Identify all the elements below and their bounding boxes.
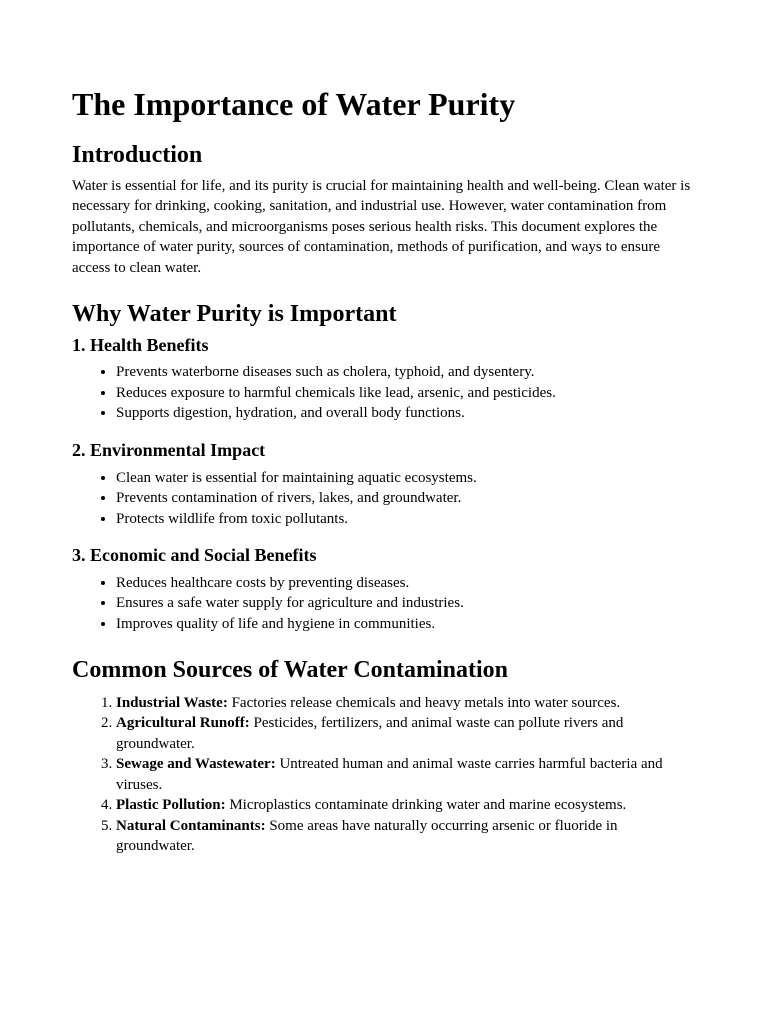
list-item <box>116 754 696 795</box>
list-item: • Prevents waterborne diseases such as cholera, typhoid, and dysentery. <box>116 362 696 383</box>
list-item <box>116 693 696 714</box>
list-item-term: Natural Contaminants: <box>116 817 266 834</box>
environmental-impact-list <box>72 468 696 530</box>
list-item-term: Industrial Waste: <box>116 694 228 711</box>
list-item <box>116 713 696 754</box>
list-item-text: Some areas have naturally occurring arsenic or fluoride in groundwater. <box>116 817 618 855</box>
introduction-paragraph: Water is essential for life, and its purity is crucial for maintaining health and well-being. Clean water is necessary for drinking, cooking, sanitation, and industrial use. However, water contamination from pollutants, chemicals, and microorganisms poses serious health risks. This document explores the importance of water purity, sources of contamination, methods of purification, and ways to ensure access to clean water. <box>72 177 691 276</box>
contamination-heading: Common Sources of Water Contamination <box>72 657 509 684</box>
economic-social-list <box>72 573 696 635</box>
list-item-term: Plastic Pollution: <box>116 797 226 814</box>
list-item: • Prevents contamination of rivers, lakes, and groundwater. <box>116 488 696 509</box>
health-benefits-heading: 1. Health Benefits <box>72 334 209 355</box>
contamination-list <box>72 693 696 857</box>
document-title: The Importance of Water Purity <box>72 86 516 122</box>
health-benefits-list <box>72 362 696 424</box>
list-item: • Reduces exposure to harmful chemicals like lead, arsenic, and pesticides. <box>116 383 696 404</box>
list-item: • Improves quality of life and hygiene in communities. <box>116 614 696 635</box>
list-item: • Clean water is essential for maintaining aquatic ecosystems. <box>116 468 696 489</box>
list-item-term: Agricultural Runoff: <box>116 715 250 732</box>
introduction-heading: Introduction <box>72 141 203 168</box>
list-item-text: Microplastics contaminate drinking water and marine ecosystems. <box>225 797 627 814</box>
list-item-text: Pesticides, fertilizers, and animal waste can pollute rivers and groundwater. <box>116 715 624 752</box>
list-item <box>116 795 696 816</box>
economic-social-heading: 3. Economic and Social Benefits <box>72 545 317 566</box>
list-item: • Reduces healthcare costs by preventing diseases. <box>116 573 696 594</box>
environmental-impact-heading: 2. Environmental Impact <box>72 439 266 460</box>
list-item: • Ensures a safe water supply for agriculture and industries. <box>116 593 696 614</box>
why-important-heading: Why Water Purity is Important <box>72 301 397 328</box>
list-item: • Protects wildlife from toxic pollutants. <box>116 509 696 530</box>
list-item-text: Factories release chemicals and heavy metals into water sources. <box>227 694 621 711</box>
list-item: • Supports digestion, hydration, and overall body functions. <box>116 403 696 424</box>
list-item-text: Untreated human and animal waste carries harmful bacteria and viruses. <box>116 756 663 793</box>
list-item <box>116 816 696 857</box>
list-item-term: Sewage and Wastewater: <box>116 756 276 773</box>
